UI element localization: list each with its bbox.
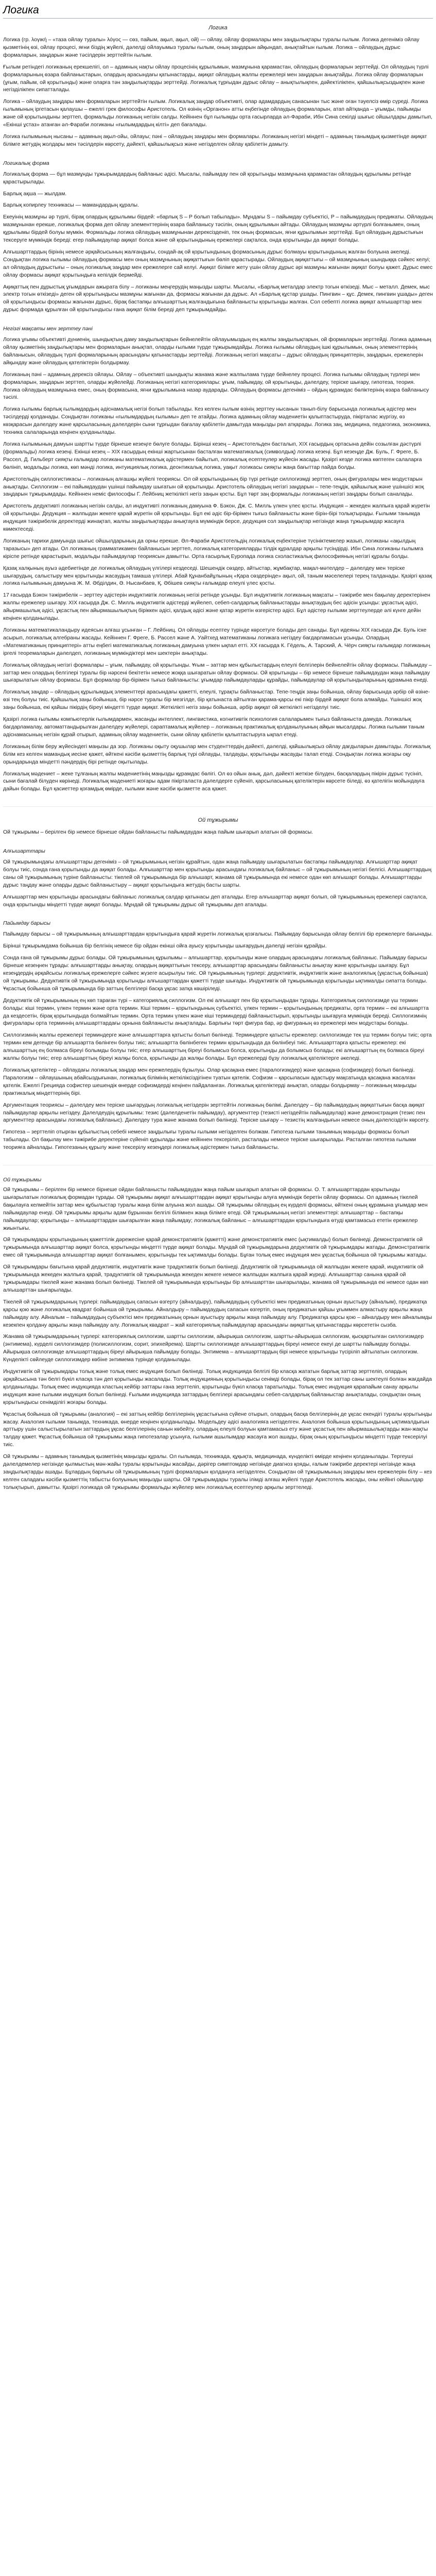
paragraph: Алғышарттар мен қорытынды арасындағы байланыс логикалық салдар қатынасы деп аталады. Егер алғышарттар ақиқат болып, ой тұжырымының ережелері сақталса, онда қорытынды міндетті түрде ақиқат болады. Мұндай ой тұжырымы дұрыс ой тұжырымы деп аталады.	[3, 893, 428, 908]
paragraph: Ұқсастық бойынша ой тұжырымы (аналогия) – екі заттың кейбір белгілерінің ұқсастығына сүйене отырып, олардың басқа белгілерінің де ұқсас екендігі туралы қорытынды жасау. Аналогия ғылыми танымда, техникада, өнерде кеңінен қолданылады. Модельдеу әдісі аналогияға негізделген. Аналогия бойынша қорытындының ықтималдығын арттыру үшін салыстырылатын заттардың ұқсас белгілерінің санын көбейту, олардың елеулі болуын қамтамасыз ету және ұқсастық пен айырмашылықтарды жан-жақты талдау қажет. Ұқсастық бойынша ой тұжырымы жаңа гипотезалар ұсынуға, ғылыми ашылымдар жасауға жол ашады, бірақ оның қорытындысы міндетті түрде тексерілуі тиіс.	[3, 1411, 432, 1448]
section-title-part-three: Ой тұжырымы	[3, 1177, 42, 1183]
paragraph: Ой тұжырымдары қорытындының қажеттілік дәрежесіне қарай демонстративтік (қажетті) және демонстративтік емес (ықтималды) болып бөлінеді. Демонстративтік ой тұжырымында алғышарттар ақиқат болса, қорытынды міндетті түрде ақиқат болады. Мұндай ой тұжырымдарына дедуктивтік ой тұжырымдары жатады. Демонстративтік емес ой тұжырымында алғышарттар ақиқат болғанымен, қорытынды тек ықтималды болады. Бұған толық емес индукция мен ұқсастық бойынша ой тұжырымы жатады.	[3, 1236, 430, 1259]
paragraph: Ой тұжырымындағы алғышарттары дегеніміз – ой тұжырымының негізін құрайтын, одан жаңа пайымдау шығарылатын бастапқы пайымдаулар. Алғышарттар ақиқат болуы тиіс, сонда ғана қорытынды да ақиқат болады. Алғышарттар мен қорытынды арасындағы логикалық байланыс – ой тұжырымының негізгі белгісі. Алғышарттардың саны ой тұжырымының түріне байланысты: тікелей ой тұжырымында бір алғышарт, жанама ой тұжырымында екі немесе одан көп алғышарт болады. Алғышарттарды дұрыс таңдау және оларды дұрыс байланыстыру – ақиқат қорытындыға жетудің басты шарты.	[3, 859, 432, 888]
page-title: Логика	[3, 4, 433, 19]
paragraph: Дедуктивтік ой тұжырымының ең көп тараған түрі – категориялық силлогизм. Ол екі алғышарт пен бір қорытындыдан тұрады. Категориялық силлогизмде үш термин болады: кіші термин, үлкен термин және орта термин. Кіші термин – қорытындының субъектісі, үлкен термин – қорытындының предикаты, орта термин – екі алғышартта да кездесетін, бірақ қорытындыда болмайтын термин. Орта термин үлкен және кіші терминдерді байланыстырып, қорытынды шығаруға мүмкіндік береді. Силлогизмнің фигуралары орта терминнің алғышарттардағы орнына байланысты анықталады. Барлығы төрт фигура бар, әр фигураның өз ережелері мен модустары болады.	[3, 997, 429, 1027]
paragraph: Логикалық ойлаудың негізгі формалары – ұғым, пайымдау, ой қорытынды. Ұғым – заттар мен құбылыстардың елеулі белгілерін бейнелейтін ойлау формасы. Пайымдау – заттар мен олардың белгілері туралы бір нәрсені бекітетін немесе жоққа шығаратын ойлау формасы. Ой қорытынды – бір немесе бірнеше пайымдаудан жаңа пайымдау шығарылатын ойлау формасы. Бұл формалар бір-бірімен тығыз байланысты: ұғымдар пайымдауларды құрайды, пайымдаулар ой қорытындыларының құрамына енеді.	[3, 662, 432, 684]
paragraph: Логиканың білім беру жүйесіндегі маңызы да зор. Логиканы оқыту оқушылар мен студенттердің дәйекті, дәлелді, қайшылықсыз ойлау дағдыларын дамытады. Логикалық білім кез келген мамандық иесіне қажет, өйткені кәсіби қызметтің барлық түрі ойлауды, талдауды, қорытынды жасауды талап етеді. Сондықтан логика жоғары оқу орындарында міндетті пәндердің бірі ретінде оқытылады.	[3, 743, 431, 765]
section-divider	[3, 806, 433, 807]
paragraph: Жанама ой тұжырымдарының түрлері: категориялық силлогизм, шартты силлогизм, айырықша силлогизм, шартты-айырықша силлогизм, қысқартылған силлогизмдер (энтимема), күрделі силлогизмдер (полисиллогизм, сорит, эпихейрема). Шартты силлогизмде алғышарттардың біреуі немесе екеуі де шартты пайымдау болады. Айырықша силлогизмде алғышарттардың біреуі айырықша пайымдау болады. Энтимема – алғышарттардың бірі немесе қорытынды түсіріліп айтылатын силлогизм. Күнделікті сөйлеуде силлогизмдер көбіне энтимема түрінде қолданылады.	[3, 1333, 424, 1363]
paragraph: Ғылым ретіндегі логиканың ерекшелігі, ол – адамның нақты ойлау процесінің құрылымын, мазмұнына қарамастан, ойлаудың формаларын зерттейді. Ол ойлаудың түрлі формаларының өзара байланыстарын, олардың арасындағы қатынастарды, ақиқат ойлаудың жалпы ережелері мен заңдарын анықтайды. Логика ойлау формаларын (ұғым, пайым, ой қорытынды) және оларға тән заңдылықтарды зерттейді. Логикалық тұрғыдан дұрыс ойлау – анықтылықпен, дәйектілікпен, қайшылықсыздықпен және негізділікпен сипатталады.	[3, 63, 429, 93]
paragraph: Аристотель дедуктивті логиканың негізін салды, ал индуктивті логиканың дамуына Ф. Бэкон, Дж. С. Милль үлкен үлес қосты. Индукция – жекеден жалпыға қарай жүретін ой қорытынды. Дедукция – жалпыдан жекеге қарай жүретін ой қорытынды. Бұл екі әдіс бір-бірімен тығыз байланысты және бірін-бірі толықтырады. Ғылыми танымда индукция тәжірибелік деректерді жинақтап, жалпы заңдылықтарды анықтауға мүмкіндік берсе, дедукция сол заңдылықтар негізінде жаңа тұжырымдар жасауға көмектеседі.	[3, 503, 430, 533]
paragraph: Қазақ халқының ауыз әдебиетінде де логикалық ойлаудың үлгілері кездеседі. Шешендік сөздер, айтыстар, жұмбақтар, мақал-мәтелдер – дәлелдеу мен теріске шығарудың, салыстыру мен қорытынды жасаудың тамаша үлгілері. Абай Құнанбайұлының «Қара сөздерінде» ақыл, ой, таным мәселелері терең талданады. Қазіргі қазақ логика ғылымының дамуына Ж. М. Әбділдин, Ә. Нысанбаев, Қ. Әбішев сияқты ғалымдар елеулі үлес қосты.	[3, 565, 432, 587]
paragraph: Логикалық заңдар – ойлаудың құрылымдық элементтері арасындағы қажетті, елеулі, тұрақты байланыстар. Тепе-теңдік заңы бойынша, ойлау барысында әрбір ой өзіне-өзі тең болуы тиіс. Қайшылық заңы бойынша, бір нәрсе туралы бір мезгілде, бір қатынаста айтылған қарама-қарсы екі пікір бірдей ақиқат бола алмайды. Үшіншісі жоқ заңы бойынша, екі қайшы пікірдің біреуі міндетті түрде ақиқат. Жеткілікті негіз заңы бойынша, әрбір ақиқат ой жеткілікті негізделуі тиіс.	[3, 689, 430, 711]
article-heading: Логика	[208, 25, 228, 31]
paragraph: Логика ғылымының нысаны – адамның ақыл-ойы, ойлауы; пәні – ойлаудың заңдары мен формалары. Логиканың негізгі міндеті – адамның танымдық қызметінде ақиқат білімге жетудің жолдары мен тәсілдерін көрсету, дәйекті, қайшылықсыз және негізделген ойлау қабілетін дамыту.	[3, 133, 427, 147]
paragraph: Ой тұжырымы – берілген бір немесе бірнеше ойдан байланысты пайымдаудан жаңа пайым шығарып алатын ой формасы. О. Т. алғышарттардан қорытынды шығарылатын логикалық формадан тұрады. Ой тұжырымы ақиқат алғышарттардан ақиқат қорытынды алуға мүмкіндік беретін ойлау формасы. Ол адамның тікелей бақылауға келмейтін заттар мен құбылыстар туралы жаңа білім алуына жол ашады. Ой тұжырымы ойлаудың ең күрделі формасы, өйткені оның құрамына ұғымдар мен пайымдаулар енеді. Ой тұжырымы арқылы адам бұрыннан белгілі білімнен жаңа білімге өтеді. Ой тұжырымының негізгі элементтері: алғышарттар – бастапқы пайымдаулар; қорытынды – алғышарттардан шығарылған жаңа пайымдау; логикалық байланыс – алғышарттардан қорытындыға өтуді қамтамасыз ететін ережелер жиынтығы.	[3, 1187, 428, 1231]
paragraph: Логиканы математикаландыру идеясын алғаш ұсынған – Г. Лейбниц. Ол ойлауды есептеу түрінде көрсетуге болады деп санады. Бұл идеяны XIX ғасырда Дж. Буль іске асырып, логикалық алгебраны жасады. Кейіннен Г. Фреге, Б. Рассел және А. Уайтхед математиканы логикаға негіздеу бағдарламасын ұсынды. Олардың «Математиканың принциптері» атты еңбегі математикалық логиканың дамуына үлкен ықпал етті. XX ғасырда К. Гёдель, А. Тарский, А. Чёрч сияқты ғалымдар логиканың іргелі теоремаларын дәлелдеп, логиканың мүмкіндіктері мен шектерін анықтады.	[3, 627, 430, 656]
section-heading: Алғышарттары	[3, 848, 45, 855]
paragraph: Индуктивтік ой тұжырымдары толық және толық емес индукция болып бөлінеді. Толық индукцияда белгілі бір класқа жататын барлық заттар зерттеліп, олардың әрқайсысына тән белгі бүкіл класқа тән деп қорытынды жасалады. Толық индукцияның қорытындысы сенімді болады, бірақ ол тек заттар саны шектеулі болған жағдайда қолданылады. Толық емес индукцияда кластың кейбір заттары ғана зерттеліп, қорытынды бүкіл класқа таратылады. Толық емес индукция қарапайым санау арқылы индукция және ғылыми индукция болып бөлінеді. Ғылыми индукцияда заттардың белгілері арасындағы себеп-салдарлық байланыстар анықталады, сондықтан оның қорытындысы сенімділігі жоғары болады.	[3, 1368, 432, 1405]
paragraph: Сонда ғана ой тұжырымы дұрыс болады. Ой тұжырымының құрылымы – алғышарттар, қорытынды және олардың арасындағы логикалық байланыс. Пайымдау барысы бірнеше кезеңнен тұрады: алғышарттарды анықтау, олардың ақиқаттығын тексеру, алғышарттар арасындағы байланысты анықтау және қорытынды шығару. Бұл кезеңдердің әрқайсысы логикалық ережелерге сәйкес жүзеге асырылуы тиіс. Ой тұжырымының түрлері: дедуктивтік, индуктивтік және аналогиялық (ұқсастық бойынша) ой тұжырымы. Дедуктивтік ой тұжырымында қорытынды алғышарттардан қажетті түрде шығады. Индуктивтік ой тұжырымында қорытынды ықтималды сипатта болады. Ұқсастық бойынша ой тұжырымында бір заттың белгілері басқа ұқсас затқа көшіріледі.	[3, 955, 428, 992]
paragraph: Ой тұжырымы – берілген бір немесе бірнеше ойдан байланысты пайымдаудан жаңа пайым шығарып алатын ой формасы.	[3, 829, 313, 836]
article-body-part-one	[3, 36, 433, 793]
paragraph: Екеуінің мазмұны әр түрлі, бірақ олардың құрылымы бірдей: «барлық S – P болып табылады». Мұндағы S – пайымдау субъектісі, P – пайымдаудың предикаты. Ойлаудың мазмұнынан ерекше, логикалық форма деп ойлау элементтерінің өзара байланысу тәсілін, оның құрылымын айтады. Ойлаудың мазмұны әртүрлі болғанымен, оның құрылымы бірдей болуы мүмкін. Формальды логика ойлаудың мазмұнынан дерексізденіп, тек оның формасын, яғни құрылымын зерттейді. Бұл ойлаудың дұрыстығын тексеруге мүмкіндік береді: егер пайымдаулар ақиқат болса және ой қорытындының ережелері сақталса, онда қорытынды да ақиқат болады.	[3, 214, 433, 244]
section-heading: Логикалық форма	[3, 160, 49, 166]
page-bottom-spacer	[3, 1496, 433, 1516]
paragraph: Логика – ойлаудың заңдары мен формаларын зерттейтін ғылым. Логикалық заңдар объективті, олар адамдардың санасынан тыс және оған тәуелсіз өмір сүреді. Логика ғылымының іргетасын қалаушы – ежелгі грек философы Аристотель. Ол өзінің «Органон» атты еңбегінде ойлаудың формаларын, атап айтқанда – ұғымды, пайымды және ой қорытындыны зерттеп, формальды логиканың негізін салды. Кейіннен бұл ғылымды орта ғасырларда әл-Фараби, Ибн Сина секілді шығыс ойшылдары дамытып, «Екінші ұстаз» атанған әл-Фараби логиканы «ғылымдардың кілті» деп бағалады.	[3, 98, 432, 128]
section-heading: Негізгі мақсаты мен зерттеу пәні	[3, 326, 93, 332]
paragraph: Ой тұжырымдары бағытына қарай дедуктивтік, индуктивтік және традуктивтік болып бөлінеді. Дедуктивтік ой тұжырымында ой жалпыдан жекеге қарай, индуктивтік ой тұжырымында жекеден жалпыға қарай, традуктивтік ой тұжырымында жекеден жекеге немесе жалпыдан жалпыға қарай жүреді. Алғышарттар санына қарай ой тұжырымдары тікелей және жанама болып бөлінеді. Тікелей ой тұжырымында қорытынды бір алғышарттан шығарылады, жанама ой тұжырымында екі немесе одан көп алғышарттан шығарылады.	[3, 1264, 428, 1293]
paragraph: Логикалық форма — бұл мазмұнды тұжырымдардың байланыс әдісі. Мысалы, пайымдау пен ой қорытынды мазмұнына қарамастан ойлаудың құрылымы ретінде қарастырылады.	[3, 171, 411, 185]
paragraph: Алғышарттардың бірінің немесе әрқайсысының жалғандығы, сондай-ақ ой қорытындының формасының дұрыс болмауы қорытындының жалған болуына әкеледі. Сондықтан логика ғылымы ойлаудың формасы мен оның мазмұнының ақиқаттығын бөліп қарастырады. Ойлаудың ақиқаттығы – ой мазмұнының шындыққа сәйкес келуі; ал ойлаудың дұрыстығы – оның логикалық заңдар мен ережелерге сай келуі. Ақиқат білімге жету үшін ойлау дұрыс әрі мазмұны жағынан ақиқат болуы қажет. Дұрыс емес ойлау формасы ақиқат қорытындыға кепілдік бермейді.	[3, 248, 433, 278]
paragraph: Логика (гр. λογική – «таза ойлау туралы» λόγος — сөз, пайым, ақыл, ақыл, ой) — ойлау, ойлау формалары мен заңдылықтары туралы ғылым. Логика дегеніміз ойлау қызметінің өзі, ойлау процесі, яғни біздің жүйелі, дәлелді ойлауымыз туралы ғылым, оның заңдарын айқындап, анықтайтын ғылым. Логика – ойлаудың дұрыс формаларын, заңдарын және тәсілдерін зерттейтін ғылым.	[3, 37, 420, 58]
paragraph: Аристотельдің силлогистикасы – логиканың алғашқы жүйелі теориясы. Ол ой қорытындының бір түрі ретінде силлогизмді зерттеп, оның фигуралары мен модустарын анықтады. Силлогизм – екі пайымдаудан үшінші пайымдау шығатын ой қорытынды. Аристотель ойлаудың негізгі заңдарын – тепе-теңдік, қайшылық және үшіншісі жоқ заңдарын тұжырымдады. Кейіннен неміс философы Г. Лейбниц жеткілікті негіз заңын қосты. Бұл төрт заң формальды логиканың негізгі заңдары болып саналады.	[3, 476, 424, 498]
paragraph: Аргументация теориясы – дәлелдеу мен теріске шығарудың логикалық негіздерін зерттейтін логиканың бөлімі. Дәлелдеу – бір пайымдаудың ақиқаттығын басқа ақиқат пайымдаулар арқылы негіздеу. Дәлелдеудің құрылымы: тезис (дәлелденетін пайымдау), аргументтер (тезисті негіздейтін пайымдаулар) және демонстрация (тезис пен аргументтер арасындағы логикалық байланыс). Дәлелдеу тура және жанама болып бөлінеді. Теріске шығару – тезистің жалғандығын немесе оның дәлелсіздігін көрсету.	[3, 1101, 430, 1124]
section-heading: Пайымдау барысы	[3, 920, 50, 927]
paragraph: Пайымдау барысы – ой тұжырымының алғышарттардан қорытындыға қарай жүретін логикалық қозғалысы. Пайымдау барысында ойлау белгілі бір ережелерге бағынады.	[3, 931, 433, 938]
paragraph: Силлогизмнің жалпы ережелері терминдерге және алғышарттарға қатысты болып бөлінеді. Терминдерге қатысты ережелер: силлогизмде тек үш термин болуы тиіс; орта термин кем дегенде бір алғышартта бөлінген болуы тиіс; алғышартта бөлінбеген термин қорытындыда да бөлінбеуі тиіс. Алғышарттарға қатысты ережелер: екі алғышарттың ең болмаса біреуі болымды болуы тиіс; егер алғышарттың біреуі болымсыз болса, қорытынды да болымсыз болады; екі алғышарттың ең болмаса біреуі жалпы болуы тиіс; егер алғышарттың біреуі жалқы болса, қорытынды да жалқы болады. Бұл ережелерді бұзу логикалық қателіктерге әкеледі.	[3, 1032, 432, 1062]
paragraph: Ой тұжырымы – адамның танымдық қызметінің маңызды құралы. Ол ғылымда, техникада, құқықта, медицинада, күнделікті өмірде кеңінен қолданылады. Тергеуші дәлелдемелер негізінде қылмыстың мән-жайы туралы қорытынды жасайды, дәрігер симптомдар негізінде диагноз қояды, ғалым тәжірибе деректері негізінде жаңа заңдылықтарды ашады. Бұлардың барлығы ой тұжырымының түрлі формаларын қолдануға негізделген. Сондықтан ой тұжырымының заңдары мен ережелерін білу – кез келген саладағы кәсіби қызметтің табысты болуының маңызды шарты. Ой тұжырымдары туралы ілімді алғаш жүйелі түрде Аристотель жасады, оны кейінгі ойшылдар толықтырып, дамытты. Қазіргі логикада ой тұжырымы формальды жүйелер мен логикалық есептеулер арқылы зерттеледі.	[3, 1453, 432, 1490]
paragraph: Логика ұғымы объективті дүниенің, шындықтың даму заңдылықтарын бейнелейтін ойлауымыздың ең жалпы заңдылықтарын, ой формаларын зерттейді. Логика адамның ойлау қызметінің заңдылықтары мен формаларын анықтап, оларды ғылыми түрде тұжырымдайды. Логика ғылымы ойлаудың ішкі құрылымын, оның элементтерінің байланысын, ойлаудың түрлі формаларының арасындағы қатынастарды зерттейді. Логиканың негізгі мақсаты – дұрыс ойлаудың принциптерін, заңдарын, ережелерін айқындау және ойлаудың қателіктерін болдырмау.	[3, 336, 431, 366]
paragraph: Логиканың тарихи дамуында шығыс ойшылдарының да орны ерекше. Әл-Фараби Аристотельдің логикалық еңбектеріне түсініктемелер жазып, логиканы «ақылдың таразысы» деп атады. Ол логиканың грамматикамен байланысын зерттеп, логикалық категорияларды тілдік құралдар арқылы түсіндірді. Ибн Сина логиканы ғылымға кіріспе ретінде қарастырып, модальды пайымдаулар теориясын дамытты. Орта ғасырлық Еуропада логика схоластикалық философияның негізгі құралы болды.	[3, 537, 424, 560]
paragraph: Гипотеза – зерттеліп отырған құбылыстың себебі немесе заңдылығы туралы ғылыми негізделген болжам. Гипотеза ғылыми танымның маңызды формасы болып табылады. Ол бақылау мен тәжірибе деректеріне сүйеніп құрылады және кейіннен тексеріліп, расталады немесе теріске шығарылады. Расталған гипотеза ғылыми теорияға айналады. Гипотезаның құрылу және тексерілу кезеңдері логикалық әдістермен тығыз байланысты.	[3, 1129, 416, 1151]
section-title-part-two: Ой тұжырымы	[198, 817, 238, 824]
article-body-part-three	[3, 1186, 433, 1492]
paragraph: 17 ғасырда Бэкон тәжірибелік – зерттеу әдістерін индуктивтік логиканың негізі ретінде ұсынды. Бұл индуктивтік логиканың мақсаты – тәжірибе мен бақылау деректерінен жалпы ережелер шығару. XIX ғасырда Дж. С. Милль индуктивтік әдістерді жүйелеп, себеп-салдарлық байланыстарды анықтаудың бес әдісін ұсынды: ұқсастық әдісі, айырмашылық әдісі, ұқсастық пен айырмашылықтың біріккен әдісі, қалдық әдісі және қатар жүретін өзгерістер әдісі. Бұл әдістер ғылыми зерттеулерде әлі күнге дейін кеңінен қолданылады.	[3, 592, 430, 622]
paragraph: Логикалық мәдениет – жеке тұлғаның жалпы мәдениетінің маңызды құрамдас бөлігі. Ол өз ойын анық, дәл, дәйекті жеткізе білуден, басқалардың пікірін дұрыс түсініп, сыни бағалай білуден көрінеді. Логикалық мәдениеті жоғары адам пікірталаста дәлелдерге сүйеніп, қарсыласының қателіктерін көрсете біледі, өз қателігін мойындауға дайын болады. Бұл қасиеттер қоғамдық өмірде, ғылыми және кәсіби қызметте аса қажет.	[3, 770, 425, 792]
paragraph: Барлық копирлеу техникасы — мамандардың құралы.	[3, 202, 139, 209]
paragraph: Логика ғылымы барлық ғылымдардың әдіснамалық негізі болып табылады. Кез келген ғылым өзінің зерттеу нысанын танып-білу барысында логикалық әдістер мен тәсілдерді қолданады. Сондықтан логиканы «ғылымдардың ғылымы» деп те атайды. Логика адамның ойлау мәдениетін қалыптастыруда, пікірталас жүргізу, өз көзқарасын дәлелдеу және қарсыласының дәлелдерін сыни тұрғыдан бағалау қабілетін дамытуда маңызды рөл атқарады. Логика заң, медицина, педагогика, экономика, техника салаларында кеңінен қолданылады.	[3, 406, 431, 436]
paragraph: Барлық ақша — жылдам.	[3, 190, 67, 197]
paragraph: Логикалық қателіктер – ойлаудағы логикалық заңдар мен ережелердің бұзылуы. Олар қасақана емес (паралогизмдер) және қасақана (софизмдер) болып бөлінеді. Паралогизм – ойлаушының абайсыздығынан, логикалық білімінің жеткіліксіздігінен туатын қателік. Софизм – қарсыласын адастыру мақсатында қасақана жасалған қателік. Ежелгі Грецияда софистер шешендік өнерде софизмдерді кеңінен пайдаланған. Логикалық қателіктерді анықтап, оларды болдырмау – логиканың маңызды практикалық міндеттерінің бірі.	[3, 1066, 417, 1096]
paragraph: Бірінші тұжырымдама бойынша бір белгінің немесе бір ойдан екінші ойға ауысу қорытынды шығарудың дәлелді негізін құрайды.	[3, 943, 327, 950]
paragraph: Ақиқаттық пен дұрыстық ұғымдарын ажырата білу – логиканы меңгерудің маңызды шарты. Мысалы, «Барлық металдар электр тогын өткізеді. Мыс – металл. Демек, мыс электр тогын өткізеді» деген ой қорытындысы мазмұны жағынан да, формасы жағынан да дұрыс. Ал «Барлық құстар ұшады. Пингвин – құс. Демек, пингвин ұшады» деген ой қорытындысы формасы жағынан дұрыс, бірақ бастапқы алғышарттың жалғандығына байланысты қорытынды жалған. Сол себепті логика ақиқат алғышарттар мен дұрыс формада құрылған ой қорытындысы ғана ақиқат білім береді деп тұжырымдайды.	[3, 283, 433, 313]
paragraph: Логика ғылымының дамуын шартты түрде бірнеше кезеңге бөлуге болады. Бірінші кезең – Аристотельден басталып, XIX ғасырдың ортасына дейін созылған дәстүрлі (формальды) логика кезеңі. Екінші кезең – XIX ғасырдың екінші жартысынан басталған математикалық (символдық) логика кезеңі. Бұл кезеңде Дж. Буль, Г. Фреге, Б. Рассел, Д. Гильберт сияқты ғалымдар логиканы математикалық әдістермен байытып, логикалық есептеулер жүйесін жасады. Қазіргі кезде логика көптеген салаларға бөлініп, модальды логика, көп мәнді логика, интуициялық логика, деонтикалық логика, уақыт логикасы сияқты жаңа бағыттар пайда болды.	[3, 440, 422, 470]
paragraph: Қазіргі логика ғылымы компьютерлік ғылымдармен, жасанды интеллект, лингвистика, когнитивтік психология салаларымен тығыз байланыста дамуда. Логикалық бағдарламалау, автоматтандырылған дәлелдеу жүйелері, сараптамалық жүйелер – логиканың практикалық қолданылуының айқын мысалдары. Логика ғылыми таным әдіснамасының негізін құрай отырып, адамның ойлау мәдениетін, сыни ойлау қабілетін қалыптастыруға ықпал етеді.	[3, 716, 425, 738]
paragraph: Тікелей ой тұжырымдарының түрлері: пайымдаудың сапасын өзгерту (айналдыру), пайымдаудың субъектісі мен предикатының орнын ауыстыру (айналым), предикатқа қарсы қою және логикалық квадрат бойынша ой тұжырымы. Айналдыру – пайымдаудың сапасын өзгертіп, оның предикатын қайшы ұғыммен алмастыру арқылы жаңа пайымдау алу. Айналым – пайымдаудың субъектісі мен предикатының орнын ауыстыру арқылы жаңа пайымдау алу. Предикатқа қарсы қою – айналдыру мен айналымды кезекпен қолдану арқылы жаңа пайымдау алу. Логикалық квадрат – жай категориялық пайымдаулар арасындағы ақиқаттық қатынастарды көрсететін сызба.	[3, 1298, 432, 1328]
article-body-part-two	[3, 828, 433, 1151]
paragraph: Логиканың пәні – адамның дерексіз ойлауы. Ойлау – объективті шындықты жанама және жалпылама түрде бейнелеу процесі. Логика ғылымы ойлаудың түрлері мен формаларын, заңдарын зерттеп, оларды жүйелейді. Логиканың негізгі категориялары: ұғым, пайымдау, ой қорытынды, дәлелдеу, теріске шығару, гипотеза, теория. Логика ойлаудың мазмұнына емес, оның формасына, яғни құрылымына назар аударады. Ойлаудың формасы дегеніміз – ойдың құрамдас бөліктерінің өзара байланысу тәсілі.	[3, 371, 429, 401]
